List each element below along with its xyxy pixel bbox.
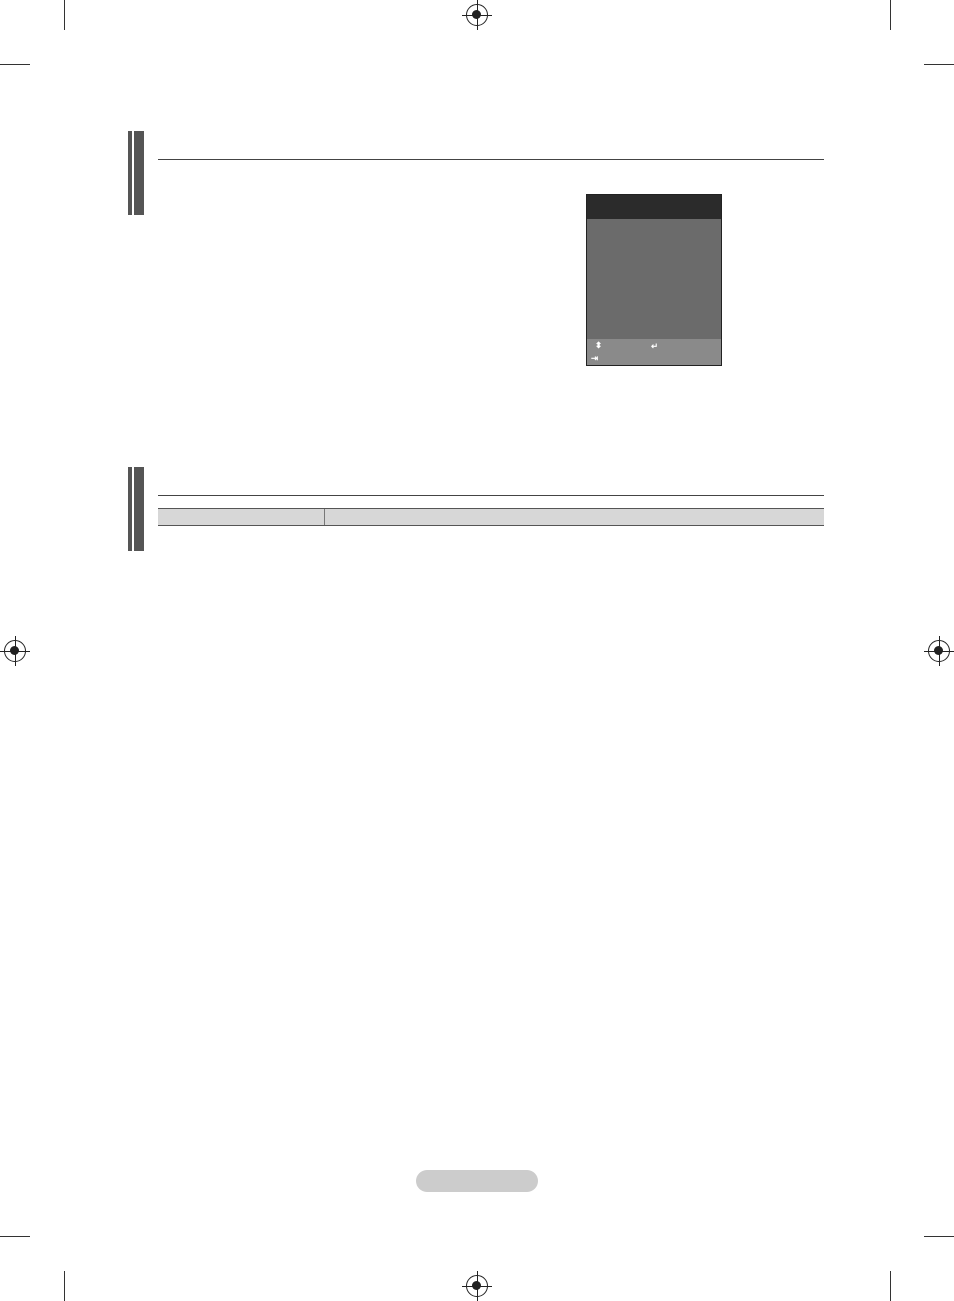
crop-mark — [0, 64, 30, 65]
section-marker — [128, 131, 144, 215]
registration-mark-icon — [466, 1275, 488, 1297]
page-number-badge — [416, 1170, 538, 1192]
anynet-menu-screenshot — [586, 194, 722, 366]
section-marker — [128, 467, 144, 551]
crop-mark — [64, 0, 65, 30]
osd-header — [587, 195, 721, 219]
enter-icon: ↵ — [651, 341, 659, 351]
osd-footer — [587, 339, 721, 365]
registration-mark-icon — [4, 640, 26, 662]
column-divider — [324, 509, 325, 525]
crop-mark — [924, 1236, 954, 1237]
move-icon: ⬍ — [595, 340, 603, 350]
section-underline — [158, 159, 824, 160]
crop-mark — [924, 64, 954, 65]
crop-mark — [0, 1236, 30, 1237]
registration-mark-icon — [466, 4, 488, 26]
registration-mark-icon — [928, 640, 950, 662]
section-underline — [158, 495, 824, 496]
crop-mark — [890, 1271, 891, 1301]
exit-icon: ⇥ — [591, 353, 599, 363]
crop-mark — [890, 0, 891, 30]
table-header — [158, 508, 824, 526]
crop-mark — [64, 1271, 65, 1301]
